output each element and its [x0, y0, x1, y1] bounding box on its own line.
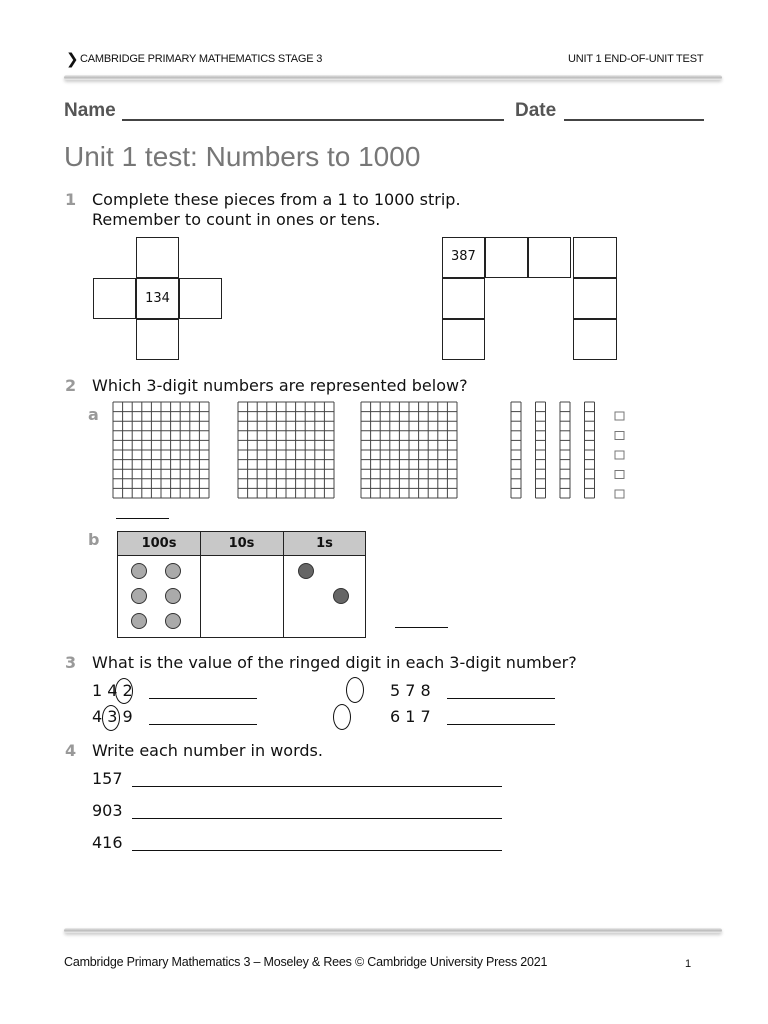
- ring-mark: [346, 677, 364, 703]
- counter-one: [333, 588, 349, 604]
- question-text: What is the value of the ringed digit in each 3-digit number?: [92, 653, 577, 672]
- column-header: 10s: [228, 536, 255, 551]
- ring-mark: [102, 705, 120, 731]
- question-number: 1: [65, 190, 77, 209]
- ring-mark: [115, 678, 133, 704]
- counter-hundred: [131, 563, 147, 579]
- answer-line[interactable]: [447, 708, 555, 725]
- answer-line[interactable]: [132, 834, 502, 851]
- footer-divider: [64, 928, 722, 933]
- counter-hundred: [131, 588, 147, 604]
- number: 157: [92, 769, 123, 788]
- counter-one: [298, 563, 314, 579]
- one-cube: [615, 451, 624, 459]
- answer-line[interactable]: [149, 682, 257, 699]
- answer-line[interactable]: [447, 682, 555, 699]
- column-header: 1s: [316, 536, 333, 551]
- number: 6 1 7: [390, 707, 431, 726]
- question-number: 3: [65, 653, 77, 672]
- footer-text: Cambridge Primary Mathematics 3 – Moseley & Rees © Cambridge University Press 2021: [64, 955, 548, 969]
- counter-hundred: [165, 588, 181, 604]
- number: 5 7 8: [390, 681, 431, 700]
- header-left: CAMBRIDGE PRIMARY MATHEMATICS STAGE 3: [80, 53, 323, 65]
- one-cube: [615, 471, 624, 479]
- part-label: b: [88, 530, 100, 549]
- chevron-right-icon: ❯: [66, 50, 79, 68]
- strip-cell-given: 134: [136, 278, 179, 319]
- ring-mark: [333, 704, 351, 730]
- place-value-table: [117, 531, 366, 638]
- question-number: 4: [65, 741, 77, 760]
- one-cube: [615, 490, 624, 498]
- number: 1 4 2: [92, 681, 133, 700]
- column-header: 100s: [141, 536, 177, 551]
- one-cube: [615, 412, 624, 420]
- page-number: 1: [685, 958, 692, 970]
- header-right: UNIT 1 END-OF-UNIT TEST: [568, 53, 704, 65]
- one-cube: [615, 432, 624, 440]
- answer-line[interactable]: [116, 518, 169, 519]
- ten-rod: [560, 402, 570, 498]
- answer-line[interactable]: [132, 770, 502, 787]
- hundred-block: [361, 402, 457, 498]
- strip-cell-given: 387: [442, 237, 485, 278]
- ten-rod: [585, 402, 595, 498]
- page-title: Unit 1 test: Numbers to 1000: [64, 141, 421, 172]
- number: 903: [92, 801, 123, 820]
- counter-hundred: [165, 563, 181, 579]
- question-text: Remember to count in ones or tens.: [92, 210, 381, 229]
- answer-line[interactable]: [132, 802, 502, 819]
- question-number: 2: [65, 376, 77, 395]
- number: 416: [92, 833, 123, 852]
- ten-rod: [511, 402, 521, 498]
- number: 4 3 9: [92, 707, 133, 726]
- counter-hundred: [131, 613, 147, 629]
- ten-rod: [536, 402, 546, 498]
- answer-line[interactable]: [395, 627, 448, 628]
- question-text: Write each number in words.: [92, 741, 323, 760]
- question-text: Complete these pieces from a 1 to 1000 strip.: [92, 190, 461, 209]
- question-text: Which 3-digit numbers are represented below?: [92, 376, 468, 395]
- hundred-block: [238, 402, 334, 498]
- counter-hundred: [165, 613, 181, 629]
- hundred-block: [113, 402, 209, 498]
- part-label: a: [88, 405, 99, 424]
- answer-line[interactable]: [149, 708, 257, 725]
- name-label: Name: [64, 100, 116, 121]
- date-label: Date: [515, 100, 557, 121]
